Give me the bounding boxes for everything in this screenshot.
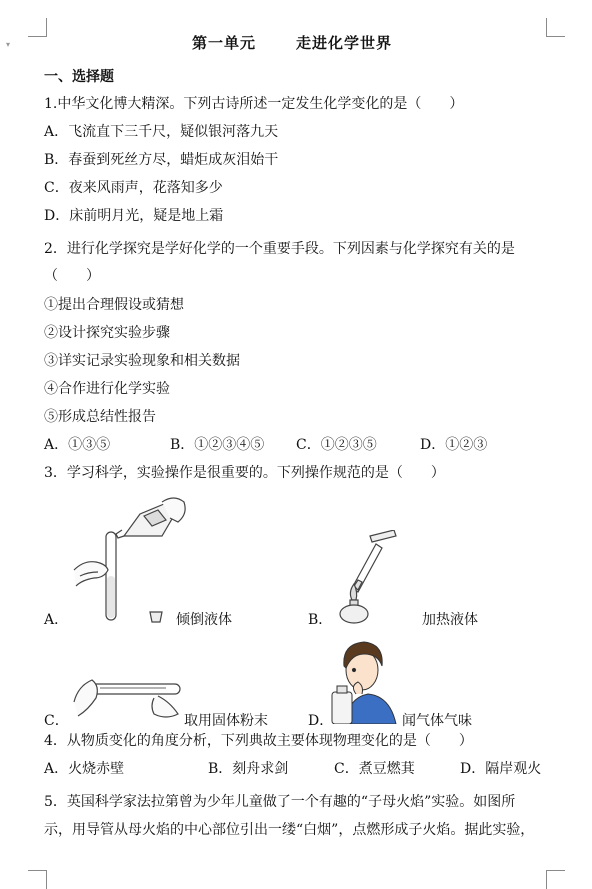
question-4-option-c: C．煮豆燃萁 [334,761,415,777]
section-heading: 一、选择题 [44,69,114,85]
question-3-stem: 3．学习科学，实验操作是很重要的。下列操作规范的是（ ） [44,465,445,481]
question-2-option-d: D．①②③ [420,437,488,453]
question-4-stem: 4．从物质变化的角度分析，下列典故主要体现物理变化的是（ ） [44,733,473,749]
question-4-option-a: A．火烧赤壁 [44,761,125,777]
question-2-item-5: ⑤形成总结性报告 [44,409,156,425]
question-5-line-1: 5．英国科学家法拉第曾为少年儿童做了一个有趣的“子母火焰”实验。如图所 [44,794,516,810]
question-4-option-d: D．隔岸观火 [460,761,542,777]
page-corner-mark-top-left [28,18,47,37]
figure-heating-liquid [332,530,404,626]
page-corner-mark-bottom-left [28,870,47,889]
page-corner-mark-top-right [546,18,565,37]
question-1-option-c: C．夜来风雨声，花落知多少 [44,180,223,196]
question-3-option-c-letter: C． [44,713,69,729]
figure-pouring-liquid [66,492,190,628]
question-2-item-2: ②设计探究实验步骤 [44,325,170,341]
question-2-stem-line-2: （ ） [44,268,100,284]
question-3-option-b-caption: 加热液体 [422,612,478,628]
question-1-option-d: D．床前明月光，疑是地上霜 [44,208,224,224]
question-2-item-3: ③详实记录实验现象和相关数据 [44,353,240,369]
question-3-option-c-caption: 取用固体粉末 [184,713,268,729]
question-5-line-2: 示，用导管从母火焰的中心部位引出一缕“白烟”，点燃形成子火焰。据此实验， [44,822,535,838]
question-3-option-d-letter: D． [308,713,334,729]
question-3-option-a-caption: 倾倒液体 [176,612,232,628]
question-2-item-1: ①提出合理假设或猜想 [44,297,184,313]
question-2-item-4: ④合作进行化学实验 [44,381,170,397]
question-2-stem-line-1: 2．进行化学探究是学好化学的一个重要手段。下列因素与化学探究有关的是 [44,241,515,257]
question-2-option-b: B．①②③④⑤ [170,437,265,453]
question-3-option-d-caption: 闻气体气味 [402,713,472,729]
question-2-option-a: A．①③⑤ [44,437,111,453]
unit-subtitle: 走进化学世界 [296,34,393,52]
page-corner-mark-bottom-right [546,870,565,889]
question-4-option-b: B．刻舟求剑 [208,761,289,777]
question-3-option-a-letter: A． [44,612,69,628]
question-2-option-c: C．①②③⑤ [296,437,377,453]
question-1-stem: 1.中华文化博大精深。下列古诗所述一定发生化学变化的是（ ） [44,96,464,112]
question-1-option-b: B．春蚕到死丝方尽，蜡炬成灰泪始干 [44,152,279,168]
question-3-option-b-letter: B． [308,612,333,628]
unit-title: 第一单元 [192,34,257,52]
question-1-option-a: A．飞流直下三千尺，疑似银河落九天 [44,124,279,140]
figure-smelling-gas [328,636,400,724]
margin-marker-icon: ▾ [6,40,11,49]
figure-taking-solid-powder [70,666,184,722]
